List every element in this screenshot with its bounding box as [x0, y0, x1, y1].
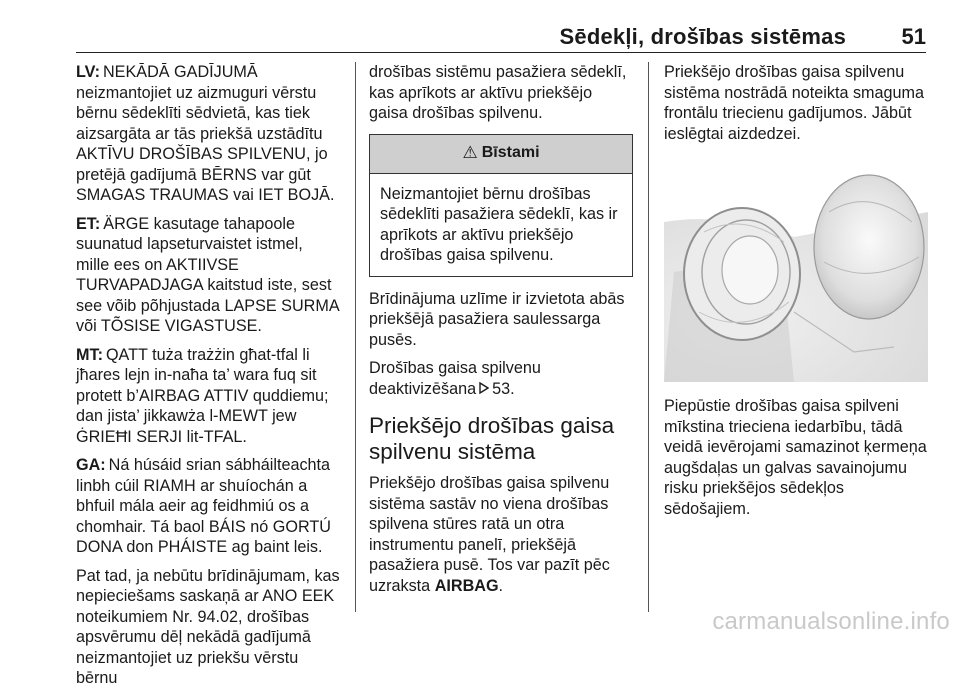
paragraph-et: [76, 214, 340, 337]
paragraph-lv: [76, 62, 340, 206]
reference-page-link[interactable]: 53.: [492, 379, 515, 398]
paragraph-deployment: Priekšējo drošības gaisa spilvenu sistēma nostrādā noteikta smaguma frontālu triecienu gadījumos. Jābūt ieslēgtai aizdedzei.: [664, 63, 925, 143]
airbag-illustration: [664, 152, 928, 382]
column-divider-right: [648, 62, 649, 612]
language-code: LV:: [76, 63, 100, 81]
page-header: [76, 18, 926, 53]
paragraph-text: NEKĀDĀ GADĪJUMĀ neizmantojiet uz aizmuguri vērstu bērnu sēdeklīti sēdvietā, kas tiek aizsargāta ar tās priekšā uzstādītu AKTĪVU DROŠĪBAS SPILVENU, jo pretējā gadījumā BĒRNS var gūt SMAGAS TRAUMAS vai IET BOJĀ.: [76, 63, 335, 204]
warning-title: Bīstami: [481, 144, 540, 162]
language-code: MT:: [76, 345, 103, 364]
paragraph-protection: Piepūstie drošības gaisa spilveni mīkstina trieciena iedarbību, tādā veidā ievērojami samazinot ķermeņa augšdaļas un galvas savainojumu risku priekšējos sēdekļos sēdošajiem.: [664, 397, 927, 518]
paragraph-un-regulation: [76, 566, 340, 689]
section-title: Priekšējo drošības gaisa spilvenu sistēma: [369, 413, 615, 464]
paragraph-text: Pat tad, ja nebūtu brīdinājumam, kas nepieciešams saskaņā ar ANO EEK noteikumiem Nr. 94.02, drošības apsvērumu dēļ nekādā gadījumā neizmantojiet uz priekšu vērstu bērnu: [76, 566, 340, 687]
warning-triangle-icon: ⚠: [462, 143, 478, 163]
column-1: [76, 62, 340, 697]
paragraph-text: Ná húsáid srian sábháilteachta linbh cúil RIAMH ar shuíochán a bhfuil mála aeir ag feidhmiú os a chomhair. Tá baol BÁIS nó GORTÚ DONA don PHÁISTE ag baint leis.: [76, 456, 331, 556]
column-2: [369, 62, 633, 604]
paragraph-text: QATT tuża trażżin għat-tfal li jħares lejn in-naħa ta’ wara fuq sit protett b’AIRBAG ATTIV quddiemu; dan jista’ jikkawża l-MEWT jew ĠRIEĦI SERJI lit-TFAL.: [76, 345, 329, 446]
language-code: ET:: [76, 214, 101, 233]
watermark: carmanualsonline.info: [712, 608, 950, 635]
warning-text: Neizmantojiet bērnu drošības sēdeklīti pasažiera sēdeklī, kas ir aprīkots ar aktīvu priekšējo drošības gaisa spilvenu.: [380, 184, 618, 264]
paragraph-label-location: Brīdinājuma uzlīme ir izvietota abās priekšējā pasažiera saulessarga pusēs.: [369, 289, 625, 349]
paragraph-mt: [76, 345, 340, 448]
system-text-end: .: [498, 576, 504, 595]
deactivation-text: Drošības gaisa spilvenu deaktivizēšana: [369, 359, 541, 398]
reference-arrow-icon[interactable]: [479, 380, 489, 398]
language-code: GA:: [76, 456, 106, 474]
paragraph-ga: [76, 455, 340, 558]
system-text: Priekšējo drošības gaisa spilvenu sistēma sastāv no viena drošības spilvena stūres ratā un otra instrumentu panelī, priekšējā pasažiera pusē. Tos var pazīt pēc uzraksta: [369, 474, 610, 595]
column-divider-left: [355, 62, 356, 612]
column-3: [664, 62, 928, 527]
warning-box: [369, 134, 633, 277]
paragraph-intro: drošības sistēmu pasažiera sēdeklī, kas aprīkots ar aktīvu priekšējo gaisa drošības spilvenu.: [369, 63, 627, 122]
paragraph-deactivation: [369, 358, 633, 399]
paragraph-text: ÄRGE kasutage tahapoole suunatud lapseturvaistet istmel, mille ees on AKTIIVSE TURVAPADJAGA kaitstud iste, sest see võib põhjustada LAPSE SURMA või TÕSISE VIGASTUSE.: [76, 214, 339, 335]
airbag-label: AIRBAG: [434, 576, 499, 595]
page-title: Sēdekļi, drošības sistēmas: [559, 24, 846, 49]
warning-header: [370, 135, 632, 174]
page-number: 51: [901, 24, 926, 49]
paragraph-system: [369, 473, 633, 596]
